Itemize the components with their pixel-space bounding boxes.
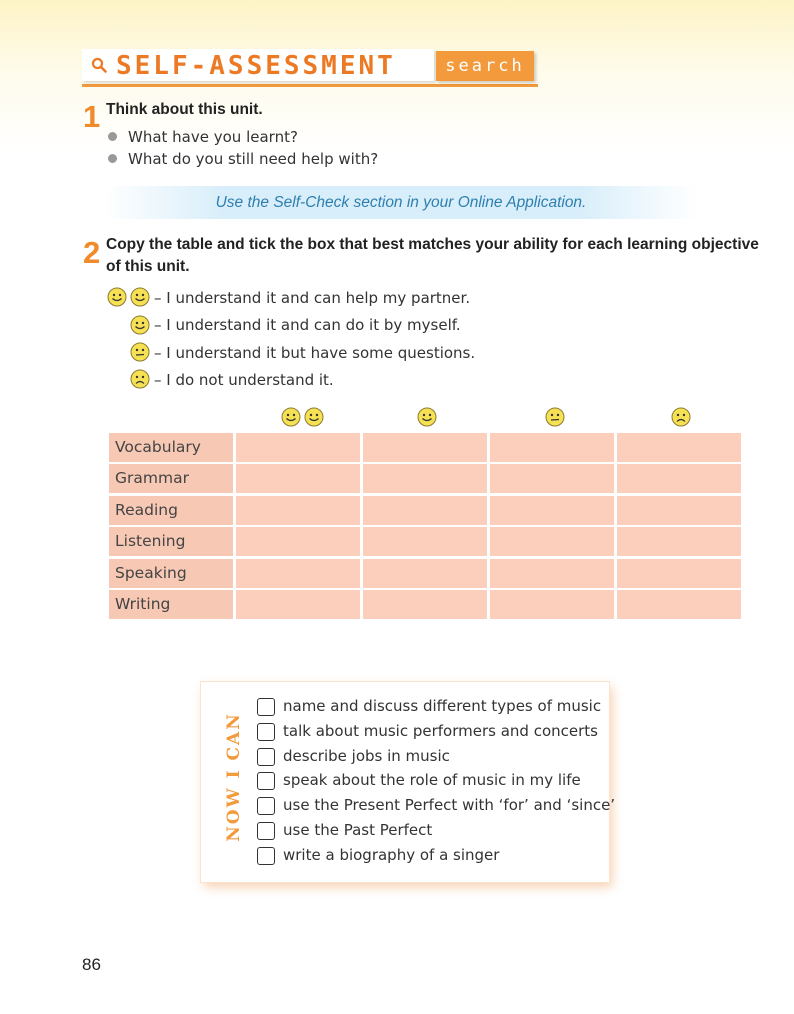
table-cell[interactable] xyxy=(363,559,487,588)
table-cell[interactable] xyxy=(490,559,614,588)
table-cell[interactable] xyxy=(236,527,360,556)
checkbox[interactable] xyxy=(257,748,275,766)
table-cell[interactable] xyxy=(617,433,741,462)
page-number: 86 xyxy=(82,955,101,974)
legend-text: – I understand it and can do it by myself. xyxy=(154,316,461,334)
table-cell[interactable] xyxy=(617,496,741,525)
row-label-speaking: Speaking xyxy=(109,559,233,588)
task-number-1: 1 xyxy=(83,99,101,134)
legend-text: – I understand it and can help my partner. xyxy=(154,289,471,307)
can-do-text: speak about the role of music in my life xyxy=(283,771,581,790)
table-cell[interactable] xyxy=(490,527,614,556)
row-label-reading: Reading xyxy=(109,496,233,525)
checkbox[interactable] xyxy=(257,797,275,815)
row-label-vocabulary: Vocabulary xyxy=(109,433,233,462)
neutral-icon xyxy=(130,342,150,362)
search-tag: search xyxy=(436,51,534,81)
table-cell[interactable] xyxy=(490,496,614,525)
smile-icon xyxy=(417,407,437,427)
self-assessment-table xyxy=(109,433,743,619)
row-label-listening: Listening xyxy=(109,527,233,556)
neutral-icon xyxy=(545,407,565,427)
task-1-heading: Think about this unit. xyxy=(106,101,263,118)
bullet-item: What have you learnt? xyxy=(108,128,298,146)
checkbox[interactable] xyxy=(257,698,275,716)
table-cell[interactable] xyxy=(617,590,741,619)
now-i-can-box xyxy=(201,682,616,882)
bullet-icon xyxy=(108,132,117,141)
task-2-heading-line1: Copy the table and tick the box that best matches your ability for each learning objective xyxy=(106,236,759,253)
smile-icon xyxy=(130,287,150,307)
table-cell[interactable] xyxy=(236,464,360,493)
task-2-heading-line2: of this unit. xyxy=(106,258,190,275)
table-cell[interactable] xyxy=(363,464,487,493)
table-cell[interactable] xyxy=(617,559,741,588)
table-cell[interactable] xyxy=(236,433,360,462)
bullet-icon xyxy=(108,154,117,163)
sad-icon xyxy=(130,369,150,389)
table-cell[interactable] xyxy=(617,527,741,556)
table-cell[interactable] xyxy=(363,433,487,462)
table-cell[interactable] xyxy=(236,496,360,525)
bullet-item: What do you still need help with? xyxy=(108,150,378,168)
row-label-writing: Writing xyxy=(109,590,233,619)
table-cell[interactable] xyxy=(236,590,360,619)
checkbox[interactable] xyxy=(257,822,275,840)
legend-text: – I do not understand it. xyxy=(154,371,334,389)
page-title: SELF-ASSESSMENT xyxy=(116,51,396,81)
checkbox[interactable] xyxy=(257,847,275,865)
can-do-text: describe jobs in music xyxy=(283,746,450,765)
can-do-text: name and discuss different types of music xyxy=(283,697,602,715)
table-cell[interactable] xyxy=(490,464,614,493)
online-app-banner: Use the Self-Check section in your Online Application. xyxy=(104,186,698,219)
double-smile-icon xyxy=(304,407,324,427)
sad-icon xyxy=(671,407,691,427)
table-cell[interactable] xyxy=(490,433,614,462)
table-cell[interactable] xyxy=(490,590,614,619)
legend-text: – I understand it but have some questions. xyxy=(154,344,476,362)
table-cell[interactable] xyxy=(236,559,360,588)
smile-icon xyxy=(107,287,127,307)
table-cell[interactable] xyxy=(363,527,487,556)
title-box xyxy=(82,49,434,81)
can-do-text: write a biography of a singer xyxy=(283,845,500,864)
row-label-grammar: Grammar xyxy=(109,464,233,493)
double-smile-icon xyxy=(281,407,301,427)
checkbox[interactable] xyxy=(257,772,275,790)
smile-icon xyxy=(130,315,150,335)
can-do-text: talk about music performers and concerts xyxy=(283,721,598,740)
checkbox[interactable] xyxy=(257,723,275,741)
magnifier-icon xyxy=(91,57,107,73)
now-i-can-text: NOW I CAN xyxy=(224,712,244,842)
table-cell[interactable] xyxy=(617,464,741,493)
can-do-text: use the Present Perfect with ‘for’ and ‘since’ xyxy=(283,796,616,815)
table-cell[interactable] xyxy=(363,590,487,619)
section-title-bar xyxy=(82,49,538,87)
table-cell[interactable] xyxy=(363,496,487,525)
task-number-2: 2 xyxy=(83,235,101,270)
can-do-text: use the Past Perfect xyxy=(283,820,433,839)
now-i-can-label xyxy=(219,712,247,842)
